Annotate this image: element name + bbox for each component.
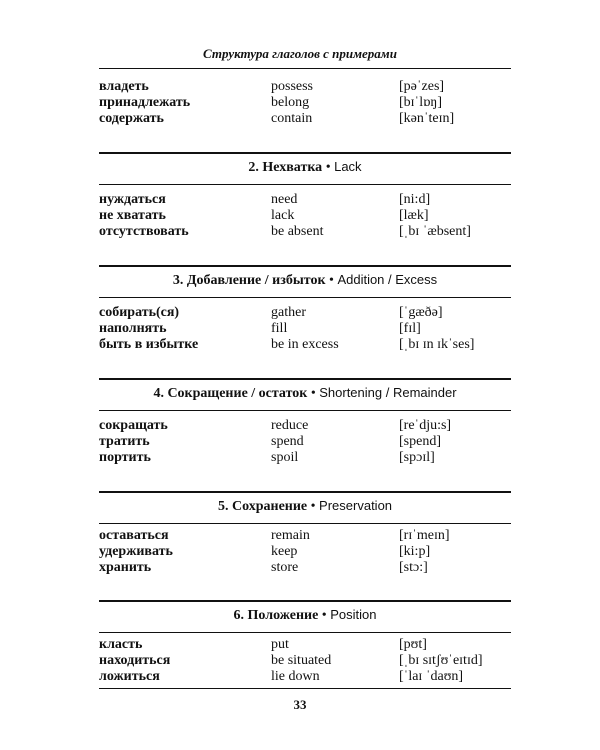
english-verb: be situated bbox=[271, 653, 332, 668]
table-row bbox=[0, 450, 600, 466]
transcription: [spend] bbox=[399, 434, 441, 449]
section-header bbox=[99, 378, 511, 411]
table-row bbox=[0, 79, 600, 95]
section-rule-bottom bbox=[99, 410, 511, 411]
table-row bbox=[0, 653, 600, 669]
table-row bbox=[0, 192, 600, 208]
table-row bbox=[0, 111, 600, 127]
transcription: [pəˈzes] bbox=[399, 79, 445, 94]
section-rule-top bbox=[99, 152, 511, 154]
english-verb: need bbox=[271, 192, 298, 207]
section-rule-top bbox=[99, 600, 511, 602]
transcription: [læk] bbox=[399, 208, 429, 223]
russian-verb: оставаться bbox=[99, 528, 169, 543]
transcription: [bɪˈlɒŋ] bbox=[399, 95, 443, 110]
english-verb: contain bbox=[271, 111, 313, 126]
bottom-rule bbox=[99, 688, 511, 689]
russian-verb: содержать bbox=[99, 111, 164, 126]
table-row bbox=[0, 418, 600, 434]
russian-verb: класть bbox=[99, 637, 143, 652]
bullet-separator: • bbox=[310, 499, 316, 514]
english-verb: be in excess bbox=[271, 337, 339, 352]
english-verb: be absent bbox=[271, 224, 324, 239]
english-verb: lack bbox=[271, 208, 295, 223]
bullet-separator: • bbox=[310, 386, 316, 401]
transcription: [kənˈteɪn] bbox=[399, 111, 455, 126]
russian-verb: нуждаться bbox=[99, 192, 166, 207]
table-row bbox=[0, 337, 600, 353]
russian-verb: портить bbox=[99, 450, 151, 465]
transcription: [rɪˈmeɪn] bbox=[399, 528, 450, 543]
section-title bbox=[99, 271, 511, 290]
transcription: [pʊt] bbox=[399, 637, 427, 652]
section-title-ru: Сохранение bbox=[231, 499, 308, 514]
page-number: 33 bbox=[293, 697, 307, 712]
russian-verb: ложиться bbox=[99, 669, 160, 684]
transcription: [ˈlaɪ ˈdaʊn] bbox=[399, 669, 464, 684]
section-title-ru: Добавление / избыток bbox=[186, 273, 326, 288]
english-verb: lie down bbox=[271, 669, 320, 684]
section-title bbox=[99, 158, 511, 177]
section-number: 4. bbox=[153, 386, 164, 401]
transcription: [stɔ:] bbox=[399, 560, 428, 575]
bullet-separator: • bbox=[325, 160, 331, 175]
transcription: [ˌbɪ sɪtʃʊˈeɪtɪd] bbox=[399, 653, 483, 668]
russian-verb: не хватать bbox=[99, 208, 166, 223]
english-verb: spend bbox=[271, 434, 304, 449]
russian-verb: наполнять bbox=[99, 321, 167, 336]
transcription: [ˈgæðə] bbox=[399, 305, 443, 320]
transcription: [reˈdju:s] bbox=[399, 418, 452, 433]
section-rule-bottom bbox=[99, 297, 511, 298]
english-verb: fill bbox=[271, 321, 288, 336]
table-row bbox=[0, 544, 600, 560]
english-verb: possess bbox=[271, 79, 314, 94]
transcription: [ki:p] bbox=[399, 544, 431, 559]
russian-verb: собирать(ся) bbox=[99, 305, 180, 320]
russian-verb: отсутствовать bbox=[99, 224, 189, 239]
english-verb: belong bbox=[271, 95, 310, 110]
section-header bbox=[99, 600, 511, 633]
english-verb: keep bbox=[271, 544, 298, 559]
russian-verb: сокращать bbox=[99, 418, 168, 433]
section-title-en: Preservation bbox=[319, 498, 393, 513]
table-row bbox=[0, 95, 600, 111]
transcription: [ˌbɪ ˈæbsent] bbox=[399, 224, 471, 239]
table-row bbox=[0, 208, 600, 224]
table-row bbox=[0, 637, 600, 653]
bullet-separator: • bbox=[321, 608, 327, 623]
table-row bbox=[0, 321, 600, 337]
russian-verb: находиться bbox=[99, 653, 171, 668]
english-verb: gather bbox=[271, 305, 306, 320]
table-row bbox=[0, 669, 600, 685]
header-rule bbox=[99, 68, 511, 69]
english-verb: put bbox=[271, 637, 289, 652]
russian-verb: быть в избытке bbox=[99, 337, 199, 352]
section-rule-bottom bbox=[99, 632, 511, 633]
section-title-ru: Нехватка bbox=[262, 160, 323, 175]
section-number: 3. bbox=[172, 273, 184, 288]
english-verb: spoil bbox=[271, 450, 299, 465]
section-number: 2. bbox=[248, 160, 259, 175]
table-row bbox=[0, 528, 600, 544]
section-header bbox=[99, 265, 511, 298]
section-rule-top bbox=[99, 491, 511, 493]
english-verb: reduce bbox=[271, 418, 309, 433]
section-title bbox=[99, 606, 511, 625]
section-rule-top bbox=[99, 378, 511, 380]
section-title-ru: Положение bbox=[247, 608, 319, 623]
bullet-separator: • bbox=[329, 273, 334, 288]
section-number: 5. bbox=[217, 499, 229, 514]
english-verb: store bbox=[271, 560, 299, 575]
transcription: [fɪl] bbox=[399, 321, 421, 336]
transcription: [ˌbɪ ɪn ɪkˈses] bbox=[399, 337, 475, 352]
table-row bbox=[0, 305, 600, 321]
section-rule-top bbox=[99, 265, 511, 267]
section-rule-bottom bbox=[99, 523, 511, 524]
section-number: 6. bbox=[233, 608, 245, 623]
running-head: Структура глаголов с примерами bbox=[203, 46, 397, 61]
russian-verb: хранить bbox=[99, 560, 152, 575]
russian-verb: владеть bbox=[99, 79, 149, 94]
section-header bbox=[99, 152, 511, 185]
table-row bbox=[0, 224, 600, 240]
russian-verb: принадлежать bbox=[99, 95, 191, 110]
transcription: [spɔɪl] bbox=[399, 450, 435, 465]
section-rule-bottom bbox=[99, 184, 511, 185]
section-title-en: Lack bbox=[334, 159, 362, 174]
section-title-en: Shortening / Remainder bbox=[319, 385, 457, 400]
section-header bbox=[99, 491, 511, 524]
english-verb: remain bbox=[271, 528, 310, 543]
section-title-en: Addition / Excess bbox=[337, 272, 438, 287]
section-title bbox=[99, 497, 511, 516]
russian-verb: тратить bbox=[99, 434, 150, 449]
section-title-en: Position bbox=[330, 607, 377, 622]
section-title bbox=[99, 384, 511, 403]
table-row bbox=[0, 560, 600, 576]
transcription: [ni:d] bbox=[399, 192, 431, 207]
russian-verb: удерживать bbox=[99, 544, 173, 559]
section-title-ru: Сокращение / остаток bbox=[167, 386, 308, 401]
table-row bbox=[0, 434, 600, 450]
